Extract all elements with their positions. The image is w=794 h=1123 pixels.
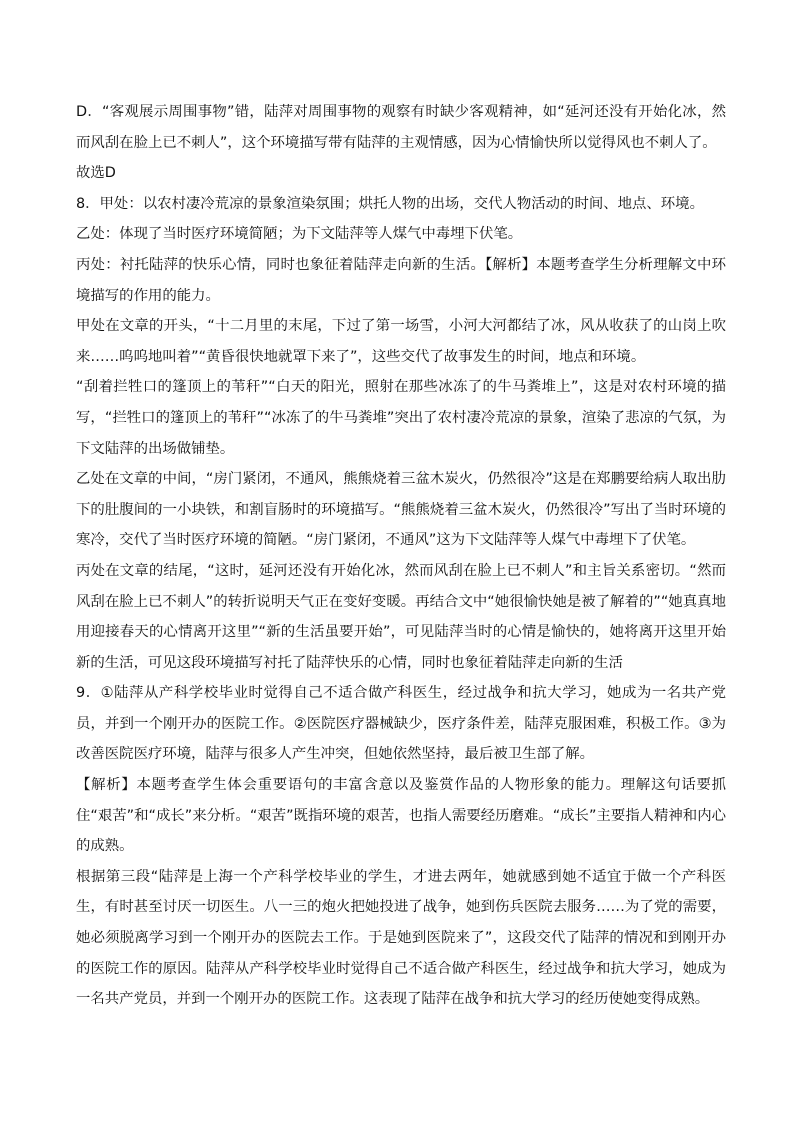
q9-answer: 9．①陆萍从产科学校毕业时觉得自己不适合做产科医生，经过战争和抗大学习，她成为一名共产党员，并到一个刚开办的医院工作。②医院医疗器械缺少，医疗条件差，陆萍克服困难，积极工作。③为改善医院医疗环境，陆萍与很多人产生冲突，但她依然坚持，最后被卫生部了解。	[76, 685, 726, 763]
q9-analysis-intro: 【解析】本题考查学生体会重要语句的丰富含意以及鉴赏作品的人物形象的能力。理解这句话要抓住“艰苦”和“成长”来分析。“艰苦”既指环境的艰苦，也指人需要经历磨难。“成长”主要指人精神和内心的成熟。	[76, 777, 726, 855]
q8-answer-jia: 8．甲处：以农村凄冷荒凉的景象渲染氛围；烘托人物的出场，交代人物活动的时间、地点、环境。	[76, 195, 704, 212]
q8-answer-bing: 丙处：衬托陆萍的快乐心情，同时也象征着陆萍走向新的生活。【解析】本题考查学生分析理解文中环境描写的作用的能力。	[76, 256, 726, 304]
q8-analysis-jia-detail: “刮着拦牲口的篷顶上的苇秆”“白天的阳光，照射在那些冰冻了的牛马粪堆上”，这是对农村环境的描写，“拦牲口的篷顶上的苇秆”“冰冻了的牛马粪堆”突出了农村凄冷荒凉的景象，渲染了悲凉的气氛，为下文陆萍的出场做铺垫。	[76, 379, 726, 457]
q8-analysis-jia: 甲处在文章的开头，“十二月里的末尾，下过了第一场雪，小河大河都结了冰，风从收获了的山岗上吹来……呜呜地叫着”“黄昏很快地就罩下来了”，这些交代了故事发生的时间，地点和环境。	[76, 318, 726, 365]
q8-analysis-yi: 乙处在文章的中间，“房门紧闭，不通风，熊熊烧着三盆木炭火，仍然很冷”这是在郑鹏要给病人取出肋下的肚腹间的一小块铁，和割盲肠时的环境描写。“熊熊烧着三盆木炭火，仍然很冷”写出了当时环境的寒冷，交代了当时医疗环境的简陋。“房门紧闭，不通风”这为下文陆萍等人煤气中毒埋下了伏笔。	[76, 471, 726, 549]
answer-choice-line: 故选D	[76, 165, 116, 182]
q9-analysis-detail: 根据第三段“陆萍是上海一个产科学校毕业的学生，才进去两年，她就感到她不适宜于做一个产科医生，有时甚至讨厌一切医生。八一三的炮火把她投进了战争，她到伤兵医院去服务……为了党的需要，她必须脱离学习到一个刚开办的医院去工作。于是她到医院来了”，这段交代了陆萍的情况和到刚开办的医院工作的原因。陆萍从产科学校毕业时觉得自己不适合做产科医生，经过战争和抗大学习，她成为一名共产党员，并到一个刚开办的医院工作。这表现了陆萍在战争和抗大学习的经历使她变得成熟。	[76, 868, 726, 1008]
q8-analysis-bing: 丙处在文章的结尾，“这时，延河还没有开始化冰，然而风刮在脸上已不刺人”和主旨关系密切。“然而风刮在脸上已不刺人”的转折说明天气正在变好变暖。再结合文中“她很愉快她是被了解着的”“她真真地用迎接春天的心情离开这里”“新的生活虽要开始”，可见陆萍当时的心情是愉快的，她将离开这里开始新的生活，可见这段环境描写衬托了陆萍快乐的心情，同时也象征着陆萍走向新的生活	[76, 562, 726, 671]
q8-answer-yi: 乙处：体现了当时医疗环境简陋；为下文陆萍等人煤气中毒埋下伏笔。	[76, 226, 523, 243]
option-d-explanation: D．“客观展示周围事物”错，陆萍对周围事物的观察有时缺少客观精神，如“延河还没有开始化冰，然而风刮在脸上已不刺人”，这个环境描写带有陆萍的主观情感，因为心情愉快所以觉得风也不刺人了。	[76, 104, 726, 151]
answer-text-body	[76, 97, 726, 1015]
